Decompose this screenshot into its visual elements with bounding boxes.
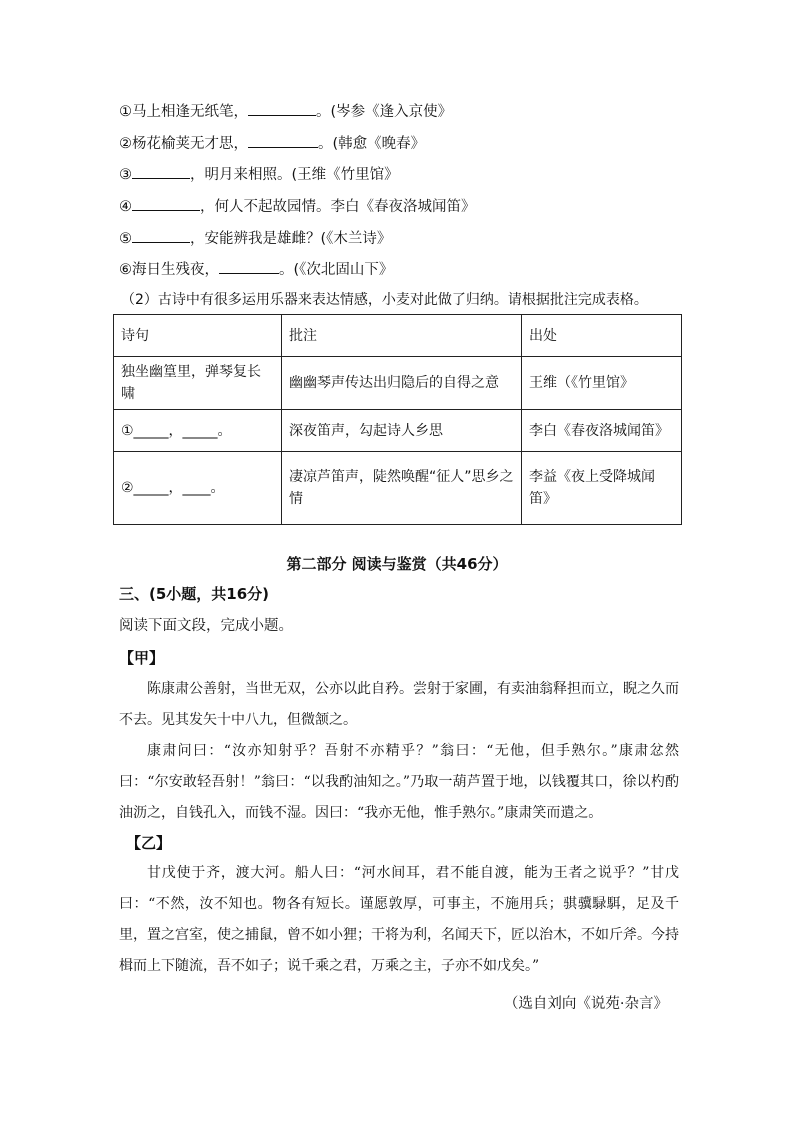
poem-line-2-suffix: 。(韩愈《晚春》 [318, 136, 426, 152]
table-cell-annotation: 幽幽琴声传达出归隐后的自得之意 [282, 357, 522, 410]
passage-jia-paragraph-1: 陈康肃公善射，当世无双，公亦以此自矜。尝射于家圃，有卖油翁释担而立，睨之久而不去。见其发矢十中八九，但微颔之。 [119, 681, 679, 728]
table-cell-annotation: 凄凉芦笛声，陡然唤醒“征人”思乡之情 [282, 452, 522, 525]
passage-jia-paragraph-2: 康肃问曰：“汝亦知射乎？吾射不亦精乎？”翁曰：“无他，但手熟尔。”康肃忿然曰：“尔安敢轻吾射！”翁曰：“以我酌油知之。”乃取一葫芦置于地，以钱覆其口，徐以杓酌油沥之，自钱孔入，而钱不湿。因曰：“我亦无他，惟手熟尔。”康肃笑而遣之。 [119, 743, 679, 821]
table-header-row [114, 315, 682, 357]
table-row [114, 357, 682, 410]
answer-blank[interactable] [132, 196, 200, 211]
table-cell-verse: 独坐幽篁里，弹琴复长啸 [114, 357, 282, 410]
poem-line-5 [119, 228, 391, 249]
passage-yi-label: 【乙】 [126, 834, 172, 852]
answer-blank[interactable] [219, 259, 279, 274]
poem-line-4-prefix: ④ [119, 199, 132, 215]
answer-blank[interactable] [132, 164, 190, 179]
question-2-text: （2）古诗中有很多运用乐器来表达情感，小麦对此做了归纳。请根据批注完成表格。 [121, 292, 648, 308]
table-row [114, 410, 682, 452]
annotation-table [113, 314, 682, 525]
poem-line-6 [119, 259, 393, 280]
poem-line-2 [119, 133, 425, 154]
poem-line-1-prefix: ①马上相逢无纸笔， [119, 104, 248, 120]
poem-line-2-prefix: ②杨花榆荚无才思， [119, 136, 248, 152]
passage-source: （选自刘向《说苑·杂言》 [503, 996, 668, 1012]
table-header-cell: 诗句 [114, 315, 282, 357]
section-three-title: 三、(5小题，共16分) [119, 585, 270, 603]
table-cell-verse[interactable]: ①_____，_____。 [114, 410, 282, 452]
answer-blank[interactable] [132, 228, 190, 243]
table-row [114, 452, 682, 525]
passage-yi-paragraph: 甘戊使于齐，渡大河。船人曰：“河水间耳，君不能自渡，能为王者之说乎？”甘戊曰：“不然，汝不知也。物各有短长。谨愿敦厚，可事主，不施用兵；骐骥騄駬，足及千里，置之宫室，使之捕鼠，曾不如小狸；干将为利，名闻天下，匠以治木，不如斤斧。今持楫而上下随流，吾不如子；说千乘之君，万乘之主，子亦不如戊矣。” [119, 865, 679, 974]
poem-line-1-suffix: 。(岑参《逢入京使》 [316, 104, 453, 120]
poem-line-6-prefix: ⑥海日生残夜， [119, 262, 219, 278]
table-cell-annotation: 深夜笛声，勾起诗人乡思 [282, 410, 522, 452]
table-cell-source: 李益《夜上受降城闻笛》 [522, 452, 682, 525]
table-header-cell: 出处 [522, 315, 682, 357]
poem-line-4-suffix: ，何人不起故园情。李白《春夜洛城闻笛》 [200, 199, 476, 215]
table-cell-source: 王维（《竹里馆》 [522, 357, 682, 410]
poem-line-3-prefix: ③ [119, 167, 132, 183]
answer-blank[interactable] [248, 133, 318, 148]
poem-line-1 [119, 101, 452, 122]
table-header-cell: 批注 [282, 315, 522, 357]
part-two-title: 第二部分 阅读与鉴赏（共46分） [286, 555, 508, 573]
table-cell-verse[interactable]: ②_____，____。 [114, 452, 282, 525]
poem-line-5-prefix: ⑤ [119, 231, 132, 247]
answer-blank[interactable] [248, 101, 316, 116]
poem-line-3-suffix: ，明月来相照。(王维《竹里馆》 [190, 167, 399, 183]
reading-instruction: 阅读下面文段，完成小题。 [119, 618, 293, 634]
poem-line-4 [119, 196, 476, 217]
poem-line-6-suffix: 。(《次北固山下》 [279, 262, 394, 278]
poem-line-5-suffix: ，安能辨我是雄雌？(《木兰诗》 [190, 231, 392, 247]
poem-line-3 [119, 164, 399, 185]
table-cell-source: 李白《春夜洛城闻笛》 [522, 410, 682, 452]
passage-jia-label: 【甲】 [119, 649, 165, 667]
